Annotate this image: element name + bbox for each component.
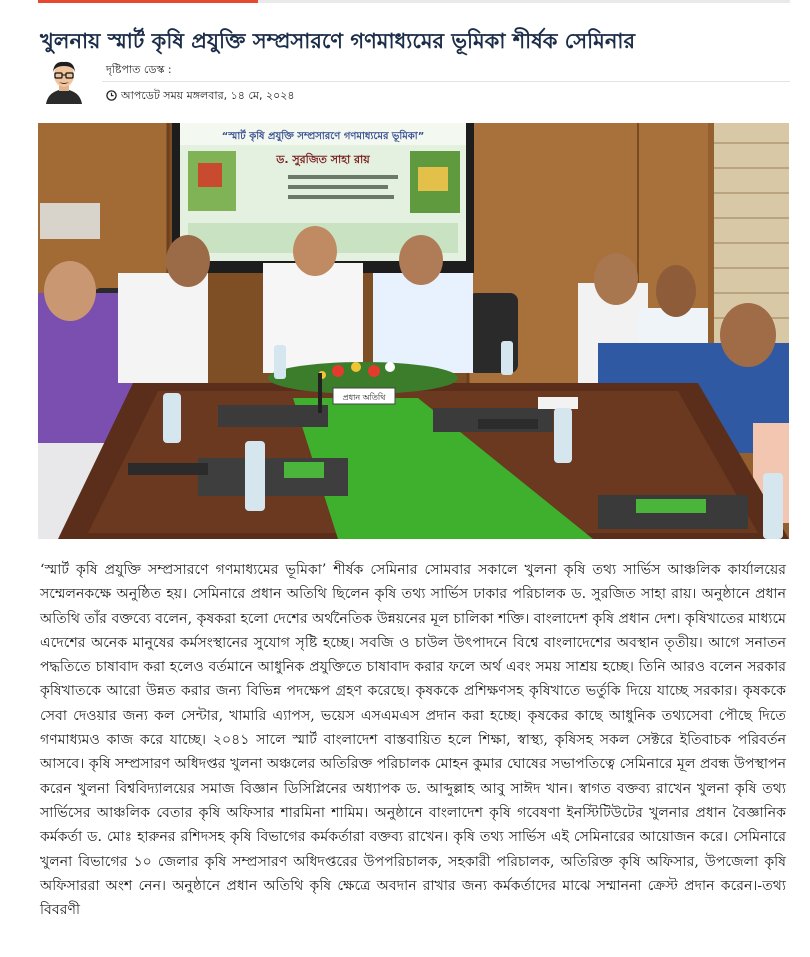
- top-rule: [38, 0, 790, 3]
- byline: [40, 58, 790, 106]
- screen-title: “স্মার্ট কৃষি প্রযুক্তি সম্প্রসারণে গণমাধ্যমের ভূমিকা”: [221, 131, 425, 142]
- author-name[interactable]: দৃষ্টিপাত ডেস্ক :: [106, 63, 172, 76]
- article-photo: [38, 123, 789, 539]
- author-avatar: [40, 58, 88, 104]
- updated-text: আপডেট সময় মঙ্গলবার, ১৪ মে, ২০২৪: [121, 89, 295, 102]
- article-headline: খুলনায় স্মার্ট কৃষি প্রযুক্তি সম্প্রসারণে গণমাধ্যমের ভূমিকা শীর্ষক সেমিনার: [40, 29, 636, 54]
- nameplate-text: প্রধান অতিথি: [342, 393, 386, 402]
- byline-divider: [102, 81, 790, 82]
- clock-icon: [106, 90, 117, 101]
- top-rule-accent: [38, 0, 258, 3]
- article-body: ‘স্মার্ট কৃষি প্রযুক্তি সম্প্রসারণে গণমাধ্যমের ভূমিকা’ শীর্ষক সেমিনার সোমবার সকালে খুলনা কৃষি তথ্য সার্ভিস আঞ্চলিক কার্যালয়ের সম্মেলনকক্ষে অনুষ্ঠিত হয়। সেমিনারে প্রধান অতিথি ছিলেন কৃষি তথ্য সার্ভিস ঢাকার পরিচালক ড. সুরজিত সাহা রায়। অনুষ্ঠানে প্রধান অতিথি তাঁর বক্তব্যে বলেন, কৃষকরা হলো দেশের অর্থনৈতিক উন্নয়নের মূল চালিকা শক্তি। বাংলাদেশ কৃষি প্রধান দেশ। কৃষিখাতের মাধ্যমে এদেশের অনেক মানুষের কর্মসংস্থানের সুযোগ সৃষ্টি হচ্ছে। সবজি ও চাউল উৎপাদনে বিশ্বে বাংলাদেশের অবস্থান তৃতীয়। আগে সনাতন পদ্ধতিতে চাষাবাদ করা হলেও বর্তমানে আধুনিক প্রযুক্তিতে চাষাবাদ করার ফলে অর্থ এবং সময় সাশ্রয় হচ্ছে। তিনি আরও বলেন সরকার কৃষিখাতকে আরো উন্নত করার জন্য বিভিন্ন পদক্ষেপ গ্রহণ করেছে। কৃষককে প্রশিক্ষণসহ কৃষিখাতে ভর্তুকি দিয়ে যাচ্ছে সরকার। কৃষককে সেবা দেওয়ার জন্য কল সেন্টার, খামারি এ্যাপস, ভয়েস এসএমএস প্রদান করা হচ্ছে। কৃষকের কাছে আধুনিক তথ্যসেবা পৌছে দিতে গণমাধ্যমও কাজ করে যাচ্ছে। ২০৪১ সালে স্মার্ট বাংলাদেশ বাস্তবায়িত হলে শিক্ষা, স্বাস্থ্য, কৃষিসহ সকল সেক্টরে ইতিবাচক পরিবর্তন আসবে। কৃষি সম্প্রসারণ অধিদপ্তর খুলনা অঞ্চলের অতিরিক্ত পরিচালক মোহন কুমার ঘোষের সভাপতিত্বে সেমিনারে মূল প্রবন্ধ উপস্থাপন করেন খুলনা বিশ্ববিদ্যালয়ের সমাজ বিজ্ঞান ডিসিপ্লিনের অধ্যাপক ড. আব্দুল্লাহ আবু সাঈদ খান। স্বাগত বক্তব্য রাখেন খুলনা কৃষি তথ্য সার্ভিসের আঞ্চলিক বেতার কৃষি অফিসার শারমিনা শামিম। অনুষ্ঠানে বাংলাদেশ কৃষি গবেষণা ইনস্টিটিউটের খুলনার প্রধান বৈজ্ঞানিক কর্মকর্তা ড. মোঃ হারুনর রশিদসহ কৃষি বিভাগের কর্মকর্তারা বক্তব্য রাখেন। কৃষি তথ্য সার্ভিস এই সেমিনারের আয়োজন করে। সেমিনারে খুলনা বিভাগের ১০ জেলার কৃষি সম্প্রসারণ অধিদপ্তরের উপপরিচালক, সহকারী পরিচালক, অতিরিক্ত কৃষি অফিসার, উপজেলা কৃষি অফিসাররা অংশ নেন। অনুষ্ঠানে প্রধান অতিথি কৃষি ক্ষেত্রে অবদান রাখার জন্য কর্মকর্তাদের মাঝে সম্মাননা ক্রেস্ট প্রদান করেন।-তথ্য বিবরণী: [40, 562, 786, 919]
- updated-time: [106, 87, 295, 106]
- screen-speaker: ড. সুরজিত সাহা রায়: [276, 153, 370, 166]
